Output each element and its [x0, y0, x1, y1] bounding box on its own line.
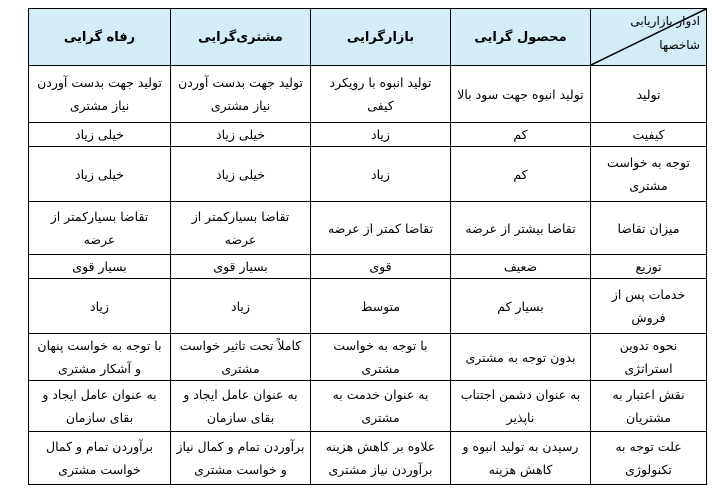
row-label: توجه به خواست مشتری: [591, 147, 707, 202]
table-row: [29, 334, 707, 381]
table-cell: بدون توجه به مشتری: [451, 334, 591, 381]
table-cell: به عنوان دشمن اجتناب ناپذیر: [451, 381, 591, 432]
table-row: [29, 147, 707, 202]
row-label: میزان تقاضا: [591, 202, 707, 255]
row-label: علت توجه به تکنولوژی: [591, 432, 707, 485]
row-label: توزیع: [591, 255, 707, 279]
table-cell: بسیار کم: [451, 279, 591, 334]
table-cell: زیاد: [311, 147, 451, 202]
table-cell: تقاضا کمتر از عرضه: [311, 202, 451, 255]
table-cell: به عنوان عامل ایجاد و بقای سازمان: [29, 381, 171, 432]
table-cell: رسیدن به تولید انبوه و کاهش هزینه: [451, 432, 591, 485]
table-cell: ضعیف: [451, 255, 591, 279]
table-cell: بسیار قوی: [29, 255, 171, 279]
table-cell: تقاضا بیشتر از عرضه: [451, 202, 591, 255]
table-cell: کاملاً تحت تاثیر خواست مشتری: [171, 334, 311, 381]
table-cell: برآوردن تمام و کمال نیاز و خواست مشتری: [171, 432, 311, 485]
table-cell: قوی: [311, 255, 451, 279]
table-cell: خیلی زیاد: [171, 123, 311, 147]
row-label: تولید: [591, 66, 707, 123]
table-cell: به عنوان خدمت به مشتری: [311, 381, 451, 432]
table-cell: زیاد: [311, 123, 451, 147]
row-label: کیفیت: [591, 123, 707, 147]
table-cell: علاوه بر کاهش هزینه برآوردن نیاز مشتری: [311, 432, 451, 485]
table-cell: کم: [451, 123, 591, 147]
table-cell: با توجه به خواست پنهان و آشکار مشتری: [29, 334, 171, 381]
marketing-eras-table: [28, 8, 707, 485]
table-cell: خیلی زیاد: [29, 147, 171, 202]
row-label: نقش اعتبار به مشتریان: [591, 381, 707, 432]
table-cell: تقاضا بسیارکمتر از عرضه: [29, 202, 171, 255]
header-customer-orientation: مشتری‌گرایی: [171, 9, 311, 66]
table-row: [29, 279, 707, 334]
header-welfare-orientation: رفاه گرایی: [29, 9, 171, 66]
corner-bottom-label: شاخصها: [659, 38, 700, 52]
table-cell: تولید انبوه با رویکرد کیفی: [311, 66, 451, 123]
corner-header-cell: [591, 9, 707, 66]
table-row: [29, 432, 707, 485]
header-product-orientation: محصول گرایی: [451, 9, 591, 66]
table-cell: بسیار قوی: [171, 255, 311, 279]
row-label: نحوه تدوین استراتژی: [591, 334, 707, 381]
table-row: [29, 202, 707, 255]
table-cell: زیاد: [29, 279, 171, 334]
table-row: [29, 381, 707, 432]
table-cell: زیاد: [171, 279, 311, 334]
table-row: [29, 255, 707, 279]
table-row: [29, 123, 707, 147]
corner-top-label: ادوار بازاریابی: [630, 14, 700, 28]
table-cell: تقاضا بسیارکمتر از عرضه: [171, 202, 311, 255]
header-market-orientation: بازارگرایی: [311, 9, 451, 66]
table-cell: متوسط: [311, 279, 451, 334]
table-cell: تولید جهت بدست آوردن نیاز مشتری: [171, 66, 311, 123]
table-cell: خیلی زیاد: [171, 147, 311, 202]
table-row: [29, 66, 707, 123]
comparison-table-container: [28, 8, 706, 485]
header-row: [29, 9, 707, 66]
table-cell: با توجه به خواست مشتری: [311, 334, 451, 381]
table-cell: کم: [451, 147, 591, 202]
row-label: خدمات پس از فروش: [591, 279, 707, 334]
table-cell: به عنوان عامل ایجاد و بقای سازمان: [171, 381, 311, 432]
table-cell: برآوردن تمام و کمال خواست مشتری: [29, 432, 171, 485]
table-cell: تولید جهت بدست آوردن نیاز مشتری: [29, 66, 171, 123]
table-cell: خیلی زیاد: [29, 123, 171, 147]
table-cell: تولید انبوه جهت سود بالا: [451, 66, 591, 123]
